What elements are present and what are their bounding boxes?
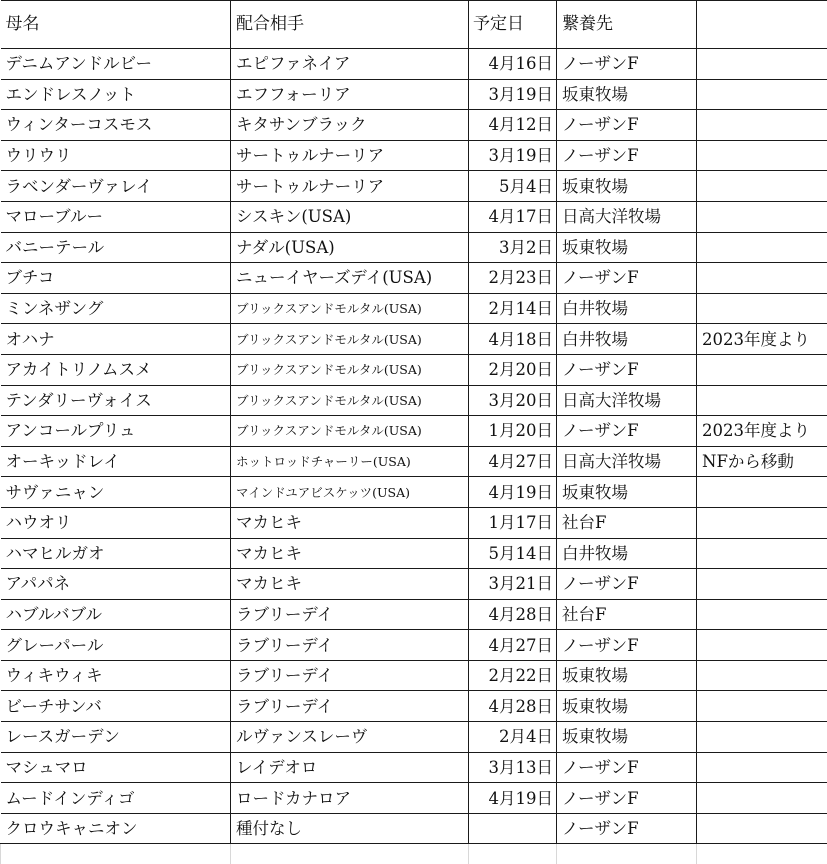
cell-partner[interactable]: レイデオロ — [231, 752, 469, 783]
cell-partner[interactable]: ラブリーデイ — [231, 599, 469, 630]
cell-location[interactable]: 白井牧場 — [557, 324, 697, 355]
cell-date[interactable] — [469, 813, 557, 844]
cell-mare[interactable]: アパパネ — [1, 569, 231, 600]
cell-date[interactable]: 4月28日 — [469, 691, 557, 722]
cell-location[interactable]: ノーザンF — [557, 49, 697, 80]
table-row — [1, 49, 827, 80]
cell-note[interactable] — [697, 171, 827, 202]
table-row — [1, 110, 827, 141]
cell-mare[interactable]: ウリウリ — [1, 140, 231, 171]
empty-cell[interactable] — [697, 844, 827, 864]
cell-location[interactable]: 日高大洋牧場 — [557, 446, 697, 477]
cell-note[interactable] — [697, 660, 827, 691]
cell-partner[interactable]: ラブリーデイ — [231, 691, 469, 722]
empty-cell[interactable] — [557, 844, 697, 864]
cell-location[interactable]: ノーザンF — [557, 416, 697, 447]
cell-note[interactable] — [697, 722, 827, 753]
cell-location[interactable]: 白井牧場 — [557, 293, 697, 324]
cell-location[interactable]: 社台F — [557, 599, 697, 630]
cell-partner[interactable]: ラブリーデイ — [231, 660, 469, 691]
table-row — [1, 385, 827, 416]
cell-mare[interactable]: オハナ — [1, 324, 231, 355]
cell-date[interactable]: 1月17日 — [469, 507, 557, 538]
cell-date[interactable]: 4月27日 — [469, 446, 557, 477]
cell-date[interactable]: 2月20日 — [469, 354, 557, 385]
cell-mare[interactable]: エンドレスノット — [1, 79, 231, 110]
cell-note[interactable]: NFから移動 — [697, 446, 827, 477]
table-row — [1, 79, 827, 110]
cell-location[interactable]: 日高大洋牧場 — [557, 201, 697, 232]
cell-partner[interactable]: ロードカナロア — [231, 783, 469, 814]
cell-location[interactable]: ノーザンF — [557, 813, 697, 844]
cell-date[interactable]: 4月19日 — [469, 783, 557, 814]
cell-note[interactable] — [697, 783, 827, 814]
cell-date[interactable]: 3月2日 — [469, 232, 557, 263]
cell-mare[interactable]: ハブルバブル — [1, 599, 231, 630]
cell-partner[interactable]: シスキン(USA) — [231, 201, 469, 232]
cell-partner[interactable]: エフフォーリア — [231, 79, 469, 110]
cell-location[interactable]: ノーザンF — [557, 263, 697, 294]
cell-partner[interactable]: サートゥルナーリア — [231, 171, 469, 202]
cell-location[interactable]: 坂東牧場 — [557, 660, 697, 691]
cell-partner[interactable]: ブリックスアンドモルタル(USA) — [231, 416, 469, 447]
cell-date[interactable]: 4月18日 — [469, 324, 557, 355]
cell-note[interactable] — [697, 110, 827, 141]
cell-date[interactable]: 5月14日 — [469, 538, 557, 569]
cell-date[interactable]: 4月17日 — [469, 201, 557, 232]
cell-mare[interactable]: ムードインディゴ — [1, 783, 231, 814]
table-row — [1, 263, 827, 294]
cell-note[interactable] — [697, 507, 827, 538]
cell-mare[interactable]: レースガーデン — [1, 722, 231, 753]
table-row — [1, 171, 827, 202]
table-row — [1, 201, 827, 232]
cell-location[interactable]: 坂東牧場 — [557, 232, 697, 263]
cell-date[interactable]: 4月12日 — [469, 110, 557, 141]
cell-location[interactable]: 坂東牧場 — [557, 171, 697, 202]
table-row — [1, 691, 827, 722]
cell-mare[interactable]: ビーチサンバ — [1, 691, 231, 722]
cell-partner[interactable]: ナダル(USA) — [231, 232, 469, 263]
cell-location[interactable]: 白井牧場 — [557, 538, 697, 569]
cell-location[interactable]: 社台F — [557, 507, 697, 538]
cell-note[interactable] — [697, 599, 827, 630]
table-row — [1, 293, 827, 324]
table-row — [1, 569, 827, 600]
cell-date[interactable]: 4月28日 — [469, 599, 557, 630]
header-row — [1, 1, 827, 49]
table-row — [1, 416, 827, 447]
cell-partner[interactable]: マカヒキ — [231, 569, 469, 600]
cell-note[interactable] — [697, 477, 827, 508]
cell-partner[interactable]: ブリックスアンドモルタル(USA) — [231, 354, 469, 385]
table-row — [1, 140, 827, 171]
cell-mare[interactable]: デニムアンドルビー — [1, 49, 231, 80]
cell-location[interactable]: 坂東牧場 — [557, 691, 697, 722]
cell-partner[interactable]: ブリックスアンドモルタル(USA) — [231, 385, 469, 416]
cell-location[interactable]: ノーザンF — [557, 569, 697, 600]
table-row — [1, 324, 827, 355]
cell-mare[interactable]: クロウキャニオン — [1, 813, 231, 844]
header-location[interactable]: 繋養先 — [557, 1, 697, 49]
cell-partner[interactable]: エピファネイア — [231, 49, 469, 80]
cell-mare[interactable]: テンダリーヴォイス — [1, 385, 231, 416]
cell-mare[interactable]: サヴァニャン — [1, 477, 231, 508]
header-mare[interactable]: 母名 — [1, 1, 231, 49]
cell-note[interactable] — [697, 385, 827, 416]
cell-partner[interactable]: ニューイヤーズデイ(USA) — [231, 263, 469, 294]
cell-note[interactable] — [697, 293, 827, 324]
cell-date[interactable]: 2月14日 — [469, 293, 557, 324]
cell-partner[interactable]: 種付なし — [231, 813, 469, 844]
cell-location[interactable]: 坂東牧場 — [557, 477, 697, 508]
cell-location[interactable]: ノーザンF — [557, 354, 697, 385]
cell-mare[interactable]: ウィキウィキ — [1, 660, 231, 691]
cell-note[interactable] — [697, 630, 827, 661]
empty-cell[interactable] — [231, 844, 469, 864]
cell-mare[interactable]: グレーパール — [1, 630, 231, 661]
cell-partner[interactable]: サートゥルナーリア — [231, 140, 469, 171]
table-row — [1, 599, 827, 630]
cell-mare[interactable]: ハウオリ — [1, 507, 231, 538]
cell-note[interactable] — [697, 354, 827, 385]
cell-location[interactable]: ノーザンF — [557, 630, 697, 661]
cell-location[interactable]: ノーザンF — [557, 752, 697, 783]
cell-date[interactable]: 4月19日 — [469, 477, 557, 508]
header-partner[interactable]: 配合相手 — [231, 1, 469, 49]
cell-partner[interactable]: ラブリーデイ — [231, 630, 469, 661]
cell-date[interactable]: 2月4日 — [469, 722, 557, 753]
cell-note[interactable]: 2023年度より — [697, 324, 827, 355]
table-row — [1, 232, 827, 263]
cell-date[interactable]: 1月20日 — [469, 416, 557, 447]
cell-note[interactable] — [697, 49, 827, 80]
table-row — [1, 630, 827, 661]
cell-mare[interactable]: バニーテール — [1, 232, 231, 263]
cell-note[interactable] — [697, 813, 827, 844]
cell-note[interactable] — [697, 752, 827, 783]
header-date[interactable]: 予定日 — [469, 1, 557, 49]
cell-location[interactable]: 坂東牧場 — [557, 79, 697, 110]
cell-partner[interactable]: キタサンブラック — [231, 110, 469, 141]
cell-date[interactable]: 4月16日 — [469, 49, 557, 80]
cell-note[interactable]: 2023年度より — [697, 416, 827, 447]
cell-mare[interactable]: マシュマロ — [1, 752, 231, 783]
cell-date[interactable]: 3月13日 — [469, 752, 557, 783]
cell-note[interactable] — [697, 263, 827, 294]
cell-mare[interactable]: ラベンダーヴァレイ — [1, 171, 231, 202]
cell-partner[interactable]: ホットロッドチャーリー(USA) — [231, 446, 469, 477]
cell-mare[interactable]: マローブルー — [1, 201, 231, 232]
cell-date[interactable]: 4月27日 — [469, 630, 557, 661]
cell-note[interactable] — [697, 538, 827, 569]
table-row — [1, 660, 827, 691]
cell-mare[interactable]: ミンネザング — [1, 293, 231, 324]
empty-cell[interactable] — [1, 844, 231, 864]
table-row — [1, 477, 827, 508]
table-row — [1, 813, 827, 844]
cell-partner[interactable]: ブリックスアンドモルタル(USA) — [231, 293, 469, 324]
cell-date[interactable]: 2月22日 — [469, 660, 557, 691]
empty-cell[interactable] — [469, 844, 557, 864]
cell-date[interactable]: 2月23日 — [469, 263, 557, 294]
cell-mare[interactable]: ハマヒルガオ — [1, 538, 231, 569]
cell-date[interactable]: 3月20日 — [469, 385, 557, 416]
cell-mare[interactable]: アンコールプリュ — [1, 416, 231, 447]
cell-date[interactable]: 3月21日 — [469, 569, 557, 600]
cell-note[interactable] — [697, 140, 827, 171]
table-row — [1, 507, 827, 538]
cell-location[interactable]: ノーザンF — [557, 140, 697, 171]
header-note[interactable] — [697, 1, 827, 49]
table-row — [1, 752, 827, 783]
cell-mare[interactable]: アカイトリノムスメ — [1, 354, 231, 385]
cell-mare[interactable]: オーキッドレイ — [1, 446, 231, 477]
cell-location[interactable]: ノーザンF — [557, 110, 697, 141]
cell-note[interactable] — [697, 201, 827, 232]
cell-date[interactable]: 3月19日 — [469, 140, 557, 171]
table-row — [1, 722, 827, 753]
cell-date[interactable]: 3月19日 — [469, 79, 557, 110]
cell-partner[interactable]: マインドユアビスケッツ(USA) — [231, 477, 469, 508]
cell-partner[interactable]: ルヴァンスレーヴ — [231, 722, 469, 753]
cell-date[interactable]: 5月4日 — [469, 171, 557, 202]
cell-location[interactable]: ノーザンF — [557, 783, 697, 814]
table-row — [1, 354, 827, 385]
empty-row — [1, 844, 827, 864]
cell-mare[interactable]: ブチコ — [1, 263, 231, 294]
table-row — [1, 783, 827, 814]
cell-location[interactable]: 坂東牧場 — [557, 722, 697, 753]
cell-partner[interactable]: ブリックスアンドモルタル(USA) — [231, 324, 469, 355]
cell-note[interactable] — [697, 691, 827, 722]
cell-partner[interactable]: マカヒキ — [231, 507, 469, 538]
cell-note[interactable] — [697, 232, 827, 263]
table-row — [1, 538, 827, 569]
cell-note[interactable] — [697, 79, 827, 110]
table-row — [1, 446, 827, 477]
cell-mare[interactable]: ウィンターコスモス — [1, 110, 231, 141]
cell-partner[interactable]: マカヒキ — [231, 538, 469, 569]
cell-location[interactable]: 日高大洋牧場 — [557, 385, 697, 416]
cell-note[interactable] — [697, 569, 827, 600]
